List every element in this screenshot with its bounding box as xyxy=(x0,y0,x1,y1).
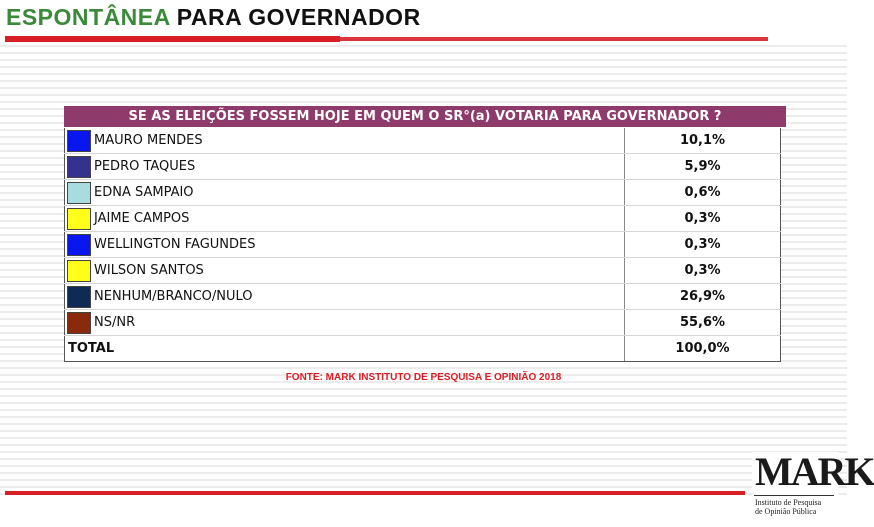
candidate-name: PEDRO TAQUES xyxy=(94,159,196,174)
color-swatch xyxy=(67,156,91,178)
candidate-percent: 0,3% xyxy=(625,258,781,284)
title-underline-thin xyxy=(340,37,768,41)
total-label: TOTAL xyxy=(68,341,115,356)
results-table xyxy=(64,128,781,362)
color-swatch xyxy=(67,260,91,282)
logo-subtitle-line2: de Opinião Pública xyxy=(755,507,817,516)
candidate-percent: 0,3% xyxy=(625,232,781,258)
question-header: SE AS ELEIÇÕES FOSSEM HOJE EM QUEM O SR°(a) VOTARIA PARA GOVERNADOR ? xyxy=(64,106,786,127)
table-row xyxy=(65,310,781,336)
title-underline-red xyxy=(5,36,340,42)
candidate-percent: 0,6% xyxy=(625,180,781,206)
candidate-name: NS/NR xyxy=(94,315,136,330)
table-row xyxy=(65,258,781,284)
table-row xyxy=(65,284,781,310)
candidate-name: WELLINGTON FAGUNDES xyxy=(94,237,256,252)
color-swatch xyxy=(67,208,91,230)
candidate-name: NENHUM/BRANCO/NULO xyxy=(94,289,253,304)
table-row xyxy=(65,232,781,258)
candidate-name: EDNA SAMPAIO xyxy=(94,185,194,200)
color-swatch xyxy=(67,312,91,334)
color-swatch xyxy=(67,286,91,308)
logo-divider xyxy=(754,495,834,496)
mark-logo xyxy=(752,449,874,522)
candidate-percent: 0,3% xyxy=(625,206,781,232)
color-swatch xyxy=(67,182,91,204)
total-percent: 100,0% xyxy=(625,336,781,362)
candidate-name: MAURO MENDES xyxy=(94,133,203,148)
table-row xyxy=(65,154,781,180)
title-rest: PARA GOVERNADOR xyxy=(176,4,421,30)
table-row xyxy=(65,180,781,206)
candidate-name: WILSON SANTOS xyxy=(94,263,204,278)
candidate-percent: 10,1% xyxy=(625,128,781,154)
logo-subtitle xyxy=(755,498,837,516)
color-swatch xyxy=(67,130,91,152)
candidate-name: JAIME CAMPOS xyxy=(94,211,190,226)
color-swatch xyxy=(67,234,91,256)
total-row xyxy=(65,336,781,362)
table-row xyxy=(65,128,781,154)
logo-wordmark: MARK xyxy=(755,449,874,494)
candidate-percent: 26,9% xyxy=(625,284,781,310)
candidate-percent: 55,6% xyxy=(625,310,781,336)
candidate-percent: 5,9% xyxy=(625,154,781,180)
title-highlight: ESPONTÂNEA xyxy=(6,4,170,30)
page-title xyxy=(6,4,421,31)
logo-subtitle-line1: Instituto de Pesquisa xyxy=(755,498,822,507)
source-note: FONTE: MARK INSTITUTO DE PESQUISA E OPINIÃO 2018 xyxy=(285,372,562,383)
footer-rule xyxy=(5,491,745,495)
table-row xyxy=(65,206,781,232)
